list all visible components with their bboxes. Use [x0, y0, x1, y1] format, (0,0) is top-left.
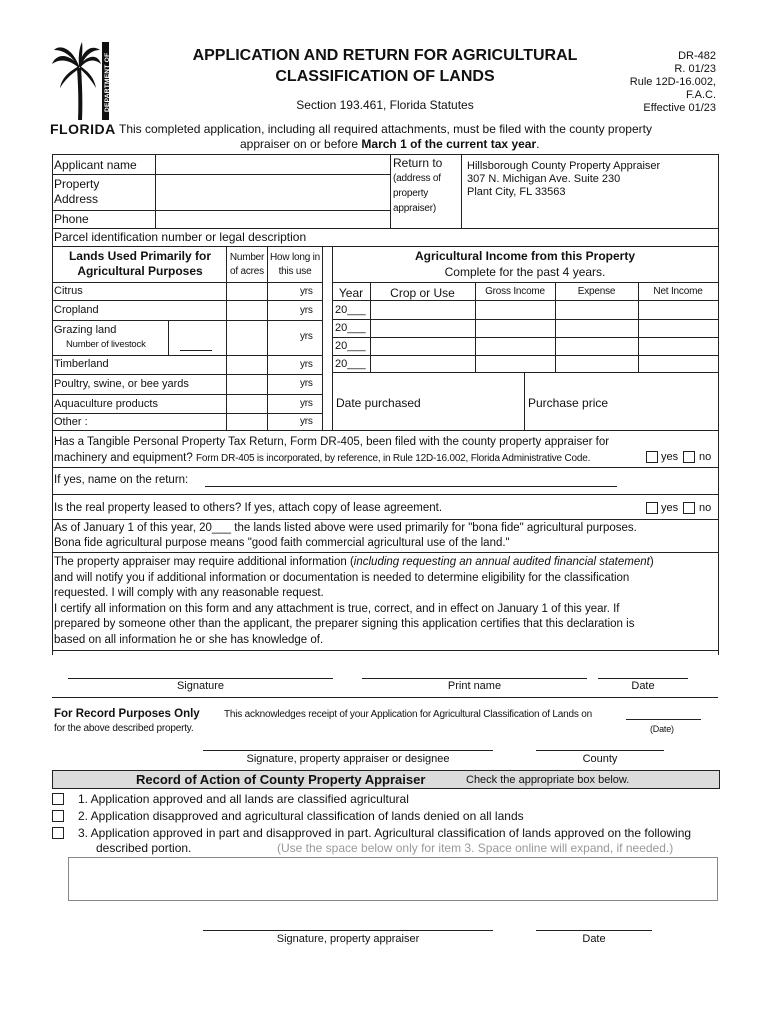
how-long-header: How long in this use [269, 252, 321, 277]
q1-yes-label: yes [661, 451, 679, 463]
yrs-citrus: yrs [300, 286, 313, 297]
form-info [600, 50, 716, 115]
yrs-grazing: yrs [300, 331, 313, 342]
land-aquaculture: Aquaculture products [54, 398, 158, 410]
lands-header: Lands Used Primarily for Agricultural Purposes [68, 249, 212, 278]
record-text1: This acknowledges receipt of your Application for Agricultural Classification of Lands on [224, 709, 592, 720]
record-signature-label: Signature, property appraiser or designee [246, 753, 450, 765]
yrs-poultry: yrs [300, 378, 313, 389]
income-year-2: 20___ [335, 322, 366, 334]
yrs-timberland: yrs [300, 359, 313, 370]
form-title-line2: CLASSIFICATION OF LANDS [275, 68, 495, 85]
action-item3-line2: described portion. [96, 841, 192, 855]
phone-input[interactable] [157, 211, 388, 227]
return-to-label: Return to (address of property appraiser) [393, 156, 443, 214]
rule: Rule 12D-16.002, [629, 76, 716, 88]
action-item2-checkbox[interactable] [52, 810, 64, 822]
livestock-label: Number of livestock [66, 339, 146, 350]
q1-line2: machinery and equipment? Form DR-405 is incorporated, by reference, in Rule 12D-16.002, Florida Administrative Code. [54, 452, 591, 464]
yrs-cropland: yrs [300, 305, 313, 316]
as-of-line2: Bona fide agricultural purpose means "good faith commercial agricultural use of the land." [54, 537, 510, 549]
income-title: Agricultural Income from this Property [414, 249, 636, 263]
as-of-line1: As of January 1 of this year, 20___ the lands listed above were used primarily for "bona fide" agricultural purposes. [54, 522, 637, 534]
action-check-hint: Check the appropriate box below. [466, 774, 630, 786]
fac: F.A.C. [686, 89, 716, 101]
instructions-line1: This completed application, including all required attachments, must be filed with the county property [119, 122, 652, 136]
action-signature-label: Signature, property appraiser [276, 933, 420, 945]
purchase-price-label: Purchase price [528, 396, 609, 410]
q1-name-input[interactable] [207, 472, 615, 486]
land-grazing: Grazing land [54, 324, 117, 336]
seal-text: DEPARTMENT OF REVENUE [104, 52, 118, 112]
statute-reference: Section 193.461, Florida Statutes [296, 98, 474, 112]
action-item1: 1. Application approved and all lands are classified agricultural [78, 792, 409, 806]
form-number: DR-482 [678, 50, 716, 62]
land-timberland: Timberland [54, 358, 109, 370]
action-date-label: Date [582, 933, 606, 945]
yrs-other: yrs [300, 416, 313, 427]
record-date-hint: (Date) [650, 724, 674, 734]
q2-text: Is the real property leased to others? If yes, attach copy of lease agreement. [54, 502, 443, 514]
acres-header: Number of acres [229, 252, 265, 277]
date-purchased-label: Date purchased [336, 396, 421, 410]
land-cropland: Cropland [54, 304, 99, 316]
col-net: Net Income [653, 286, 703, 297]
q1-yes-checkbox[interactable] [646, 451, 658, 463]
action-item2: 2. Application disapproved and agricultural classification of lands denied on all lands [78, 809, 524, 823]
land-other: Other : [54, 416, 88, 428]
logo-word: FLORIDA [50, 121, 116, 137]
q2-no-checkbox[interactable] [683, 502, 695, 514]
applicant-name-input[interactable] [157, 156, 388, 173]
q1-name-label: If yes, name on the return: [54, 474, 189, 486]
effective-date: Effective 01/23 [643, 102, 716, 114]
q1-no-checkbox[interactable] [683, 451, 695, 463]
action-item3-hint: (Use the space below only for item 3. Space online will expand, if needed.) [277, 841, 674, 855]
q1-no-label: no [699, 451, 712, 463]
instructions-line2: appraiser on or before March 1 of the current tax year. [240, 137, 540, 151]
q2-yes-label: yes [661, 502, 679, 514]
certification-text: The property appraiser may require additional information (including requesting an annual audited financial statement) and will notify you if additional information or documentation is needed to determine eligibility for the classification requested. I will comply with any reasonable request. I certify all information on this form and any attachment is true, correct, and in effect on January 1 of this year. If prepared by someone other than the applicant, the preparer signing this application certifies that this declaration is based on all information he or she has knowledge of. [54, 556, 654, 646]
action-title: Record of Action of County Property Appraiser [136, 772, 426, 787]
parcel-label: Parcel identification number or legal description [54, 230, 307, 244]
income-year-3: 20___ [335, 340, 366, 352]
action-item3-line1: 3. Application approved in part and disapproved in part. Agricultural classification of lands approved on the following [78, 826, 692, 840]
col-gross: Gross Income [485, 286, 545, 297]
income-year-1: 20___ [335, 304, 366, 316]
applicant-name-label: Applicant name [54, 158, 137, 172]
income-year-4: 20___ [335, 358, 366, 370]
property-address-label: Property Address [54, 177, 100, 206]
record-title: For Record Purposes Only [54, 708, 200, 720]
q2-yes-checkbox[interactable] [646, 502, 658, 514]
form-title-line1: APPLICATION AND RETURN FOR AGRICULTURAL [192, 47, 578, 64]
signature-label: Signature [176, 680, 225, 692]
date-label: Date [631, 680, 655, 692]
action-item3-checkbox[interactable] [52, 827, 64, 839]
phone-label: Phone [54, 212, 89, 226]
yrs-aquaculture: yrs [300, 398, 313, 409]
land-poultry: Poultry, swine, or bee yards [54, 378, 189, 390]
record-text2: for the above described property. [54, 723, 194, 734]
col-expense: Expense [577, 286, 616, 297]
approved-portion-textarea[interactable] [68, 857, 718, 901]
record-county-label: County [582, 753, 618, 765]
q2-no-label: no [699, 502, 712, 514]
col-crop: Crop or Use [390, 286, 455, 300]
property-address-input[interactable] [157, 177, 388, 208]
land-citrus: Citrus [54, 285, 83, 297]
q1-line1: Has a Tangible Personal Property Tax Return, Form DR-405, been filed with the county property appraiser for [54, 436, 610, 448]
income-subtitle: Complete for the past 4 years. [444, 265, 606, 279]
print-name-label: Print name [447, 680, 502, 692]
revision: R. 01/23 [674, 63, 716, 75]
col-year: Year [338, 286, 364, 300]
appraiser-address: Hillsborough County Property Appraiser 307 N. Michigan Ave. Suite 230 Plant City, FL 33563 [467, 160, 661, 198]
action-item1-checkbox[interactable] [52, 793, 64, 805]
